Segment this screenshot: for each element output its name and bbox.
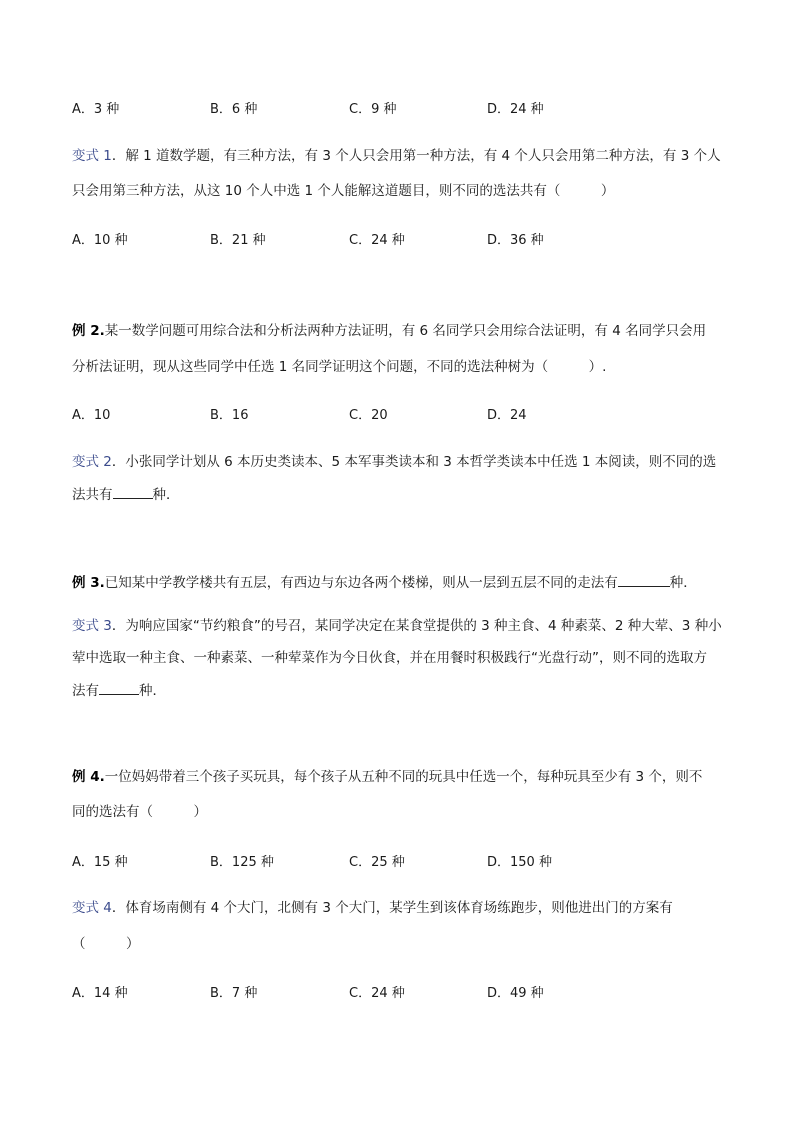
example-2-label: 例 2.: [72, 323, 105, 339]
option-b: B．16: [210, 408, 249, 423]
option-c: C．24 种: [349, 986, 405, 1001]
question-text: 分析法证明，现从这些同学中任选 1 名同学证明这个问题，不同的选法种树为（ ）.: [72, 359, 607, 375]
question-text: 只会用第三种方法，从这 10 个人中选 1 个人能解这道题目，则不同的选法共有（ ）: [72, 183, 615, 199]
variant-4-line-1: [72, 898, 673, 918]
option-b: B．21 种: [210, 233, 266, 248]
answer-blank[interactable]: [618, 571, 670, 587]
variant-1-label: 变式 1: [72, 148, 112, 164]
option-a: A．15 种: [72, 855, 128, 870]
option-a: A．14 种: [72, 986, 128, 1001]
option-c: C．20: [349, 408, 388, 423]
question-text: ．小张同学计划从 6 本历史类读本、5 本军事类读本和 3 本哲学类读本中任选 1 本阅读，则不同的选: [111, 454, 717, 470]
example-4-line-1: [72, 767, 702, 787]
option-d: D．150 种: [487, 855, 552, 870]
option-b: B．6 种: [210, 102, 258, 117]
question-text: 一位妈妈带着三个孩子买玩具，每个孩子从五种不同的玩具中任选一个，每种玩具至少有 3 个，则不: [104, 769, 703, 785]
option-a: A．3 种: [72, 102, 120, 117]
option-a: A．10: [72, 408, 111, 423]
option-a: A．10 种: [72, 233, 128, 248]
variant-2-line-2: [72, 483, 180, 505]
variant-1-line-2: [72, 181, 614, 201]
answer-blank[interactable]: [113, 483, 153, 499]
variant-4-label: 变式 4: [72, 900, 112, 916]
option-c: C．25 种: [349, 855, 405, 870]
variant-1-line-1: [72, 146, 721, 166]
option-d: D．24 种: [487, 102, 544, 117]
example-2-line-1: [72, 321, 706, 341]
option-c: C．24 种: [349, 233, 405, 248]
question-text: 荤中选取一种主食、一种素菜、一种荤菜作为今日伙食，并在用餐时积极践行“光盘行动”，则不同的选取方: [72, 650, 707, 666]
question-text: 已知某中学教学楼共有五层，有西边与东边各两个楼梯，则从一层到五层不同的走法有: [104, 575, 618, 591]
question-text: （ ）: [72, 936, 140, 952]
option-d: D．24: [487, 408, 527, 423]
option-c: C．9 种: [349, 102, 397, 117]
example-3-label: 例 3.: [72, 575, 105, 591]
option-b: B．125 种: [210, 855, 274, 870]
answer-blank[interactable]: [99, 679, 139, 695]
variant-3-label: 变式 3: [72, 618, 112, 634]
question-text: ．体育场南侧有 4 个大门，北侧有 3 个大门，某学生到该体育场练跑步，则他进出门的方案有: [111, 900, 673, 916]
example-2-line-2: [72, 357, 606, 377]
question-text: 种．: [669, 575, 697, 591]
variant-3-line-3: [72, 679, 166, 701]
question-text: 法共有: [72, 487, 113, 503]
question-text: ．解 1 道数学题，有三种方法，有 3 个人只会用第一种方法，有 4 个人只会用第二种方法，有 3 个人: [111, 148, 721, 164]
example-4-label: 例 4.: [72, 769, 105, 785]
variant-4-line-2: [72, 934, 140, 954]
question-text: 同的选法有（ ）: [72, 804, 207, 820]
question-text: 法有: [72, 683, 99, 699]
question-text: 种．: [139, 683, 166, 699]
example-4-line-2: [72, 802, 207, 822]
question-text: 种．: [152, 487, 180, 503]
variant-3-line-2: [72, 648, 707, 668]
variant-3-line-1: [72, 616, 722, 636]
variant-2-label: 变式 2: [72, 454, 112, 470]
variant-2-line-1: [72, 452, 716, 472]
option-d: D．36 种: [487, 233, 544, 248]
question-text: ．为响应国家“节约粮食”的号召，某同学决定在某食堂提供的 3 种主食、4 种素菜、2 种大荤、3 种小: [111, 618, 722, 634]
example-3-line-1: [72, 571, 697, 593]
option-d: D．49 种: [487, 986, 544, 1001]
option-b: B．7 种: [210, 986, 258, 1001]
question-text: 某一数学问题可用综合法和分析法两种方法证明，有 6 名同学只会用综合法证明，有 4 名同学只会用: [104, 323, 707, 339]
